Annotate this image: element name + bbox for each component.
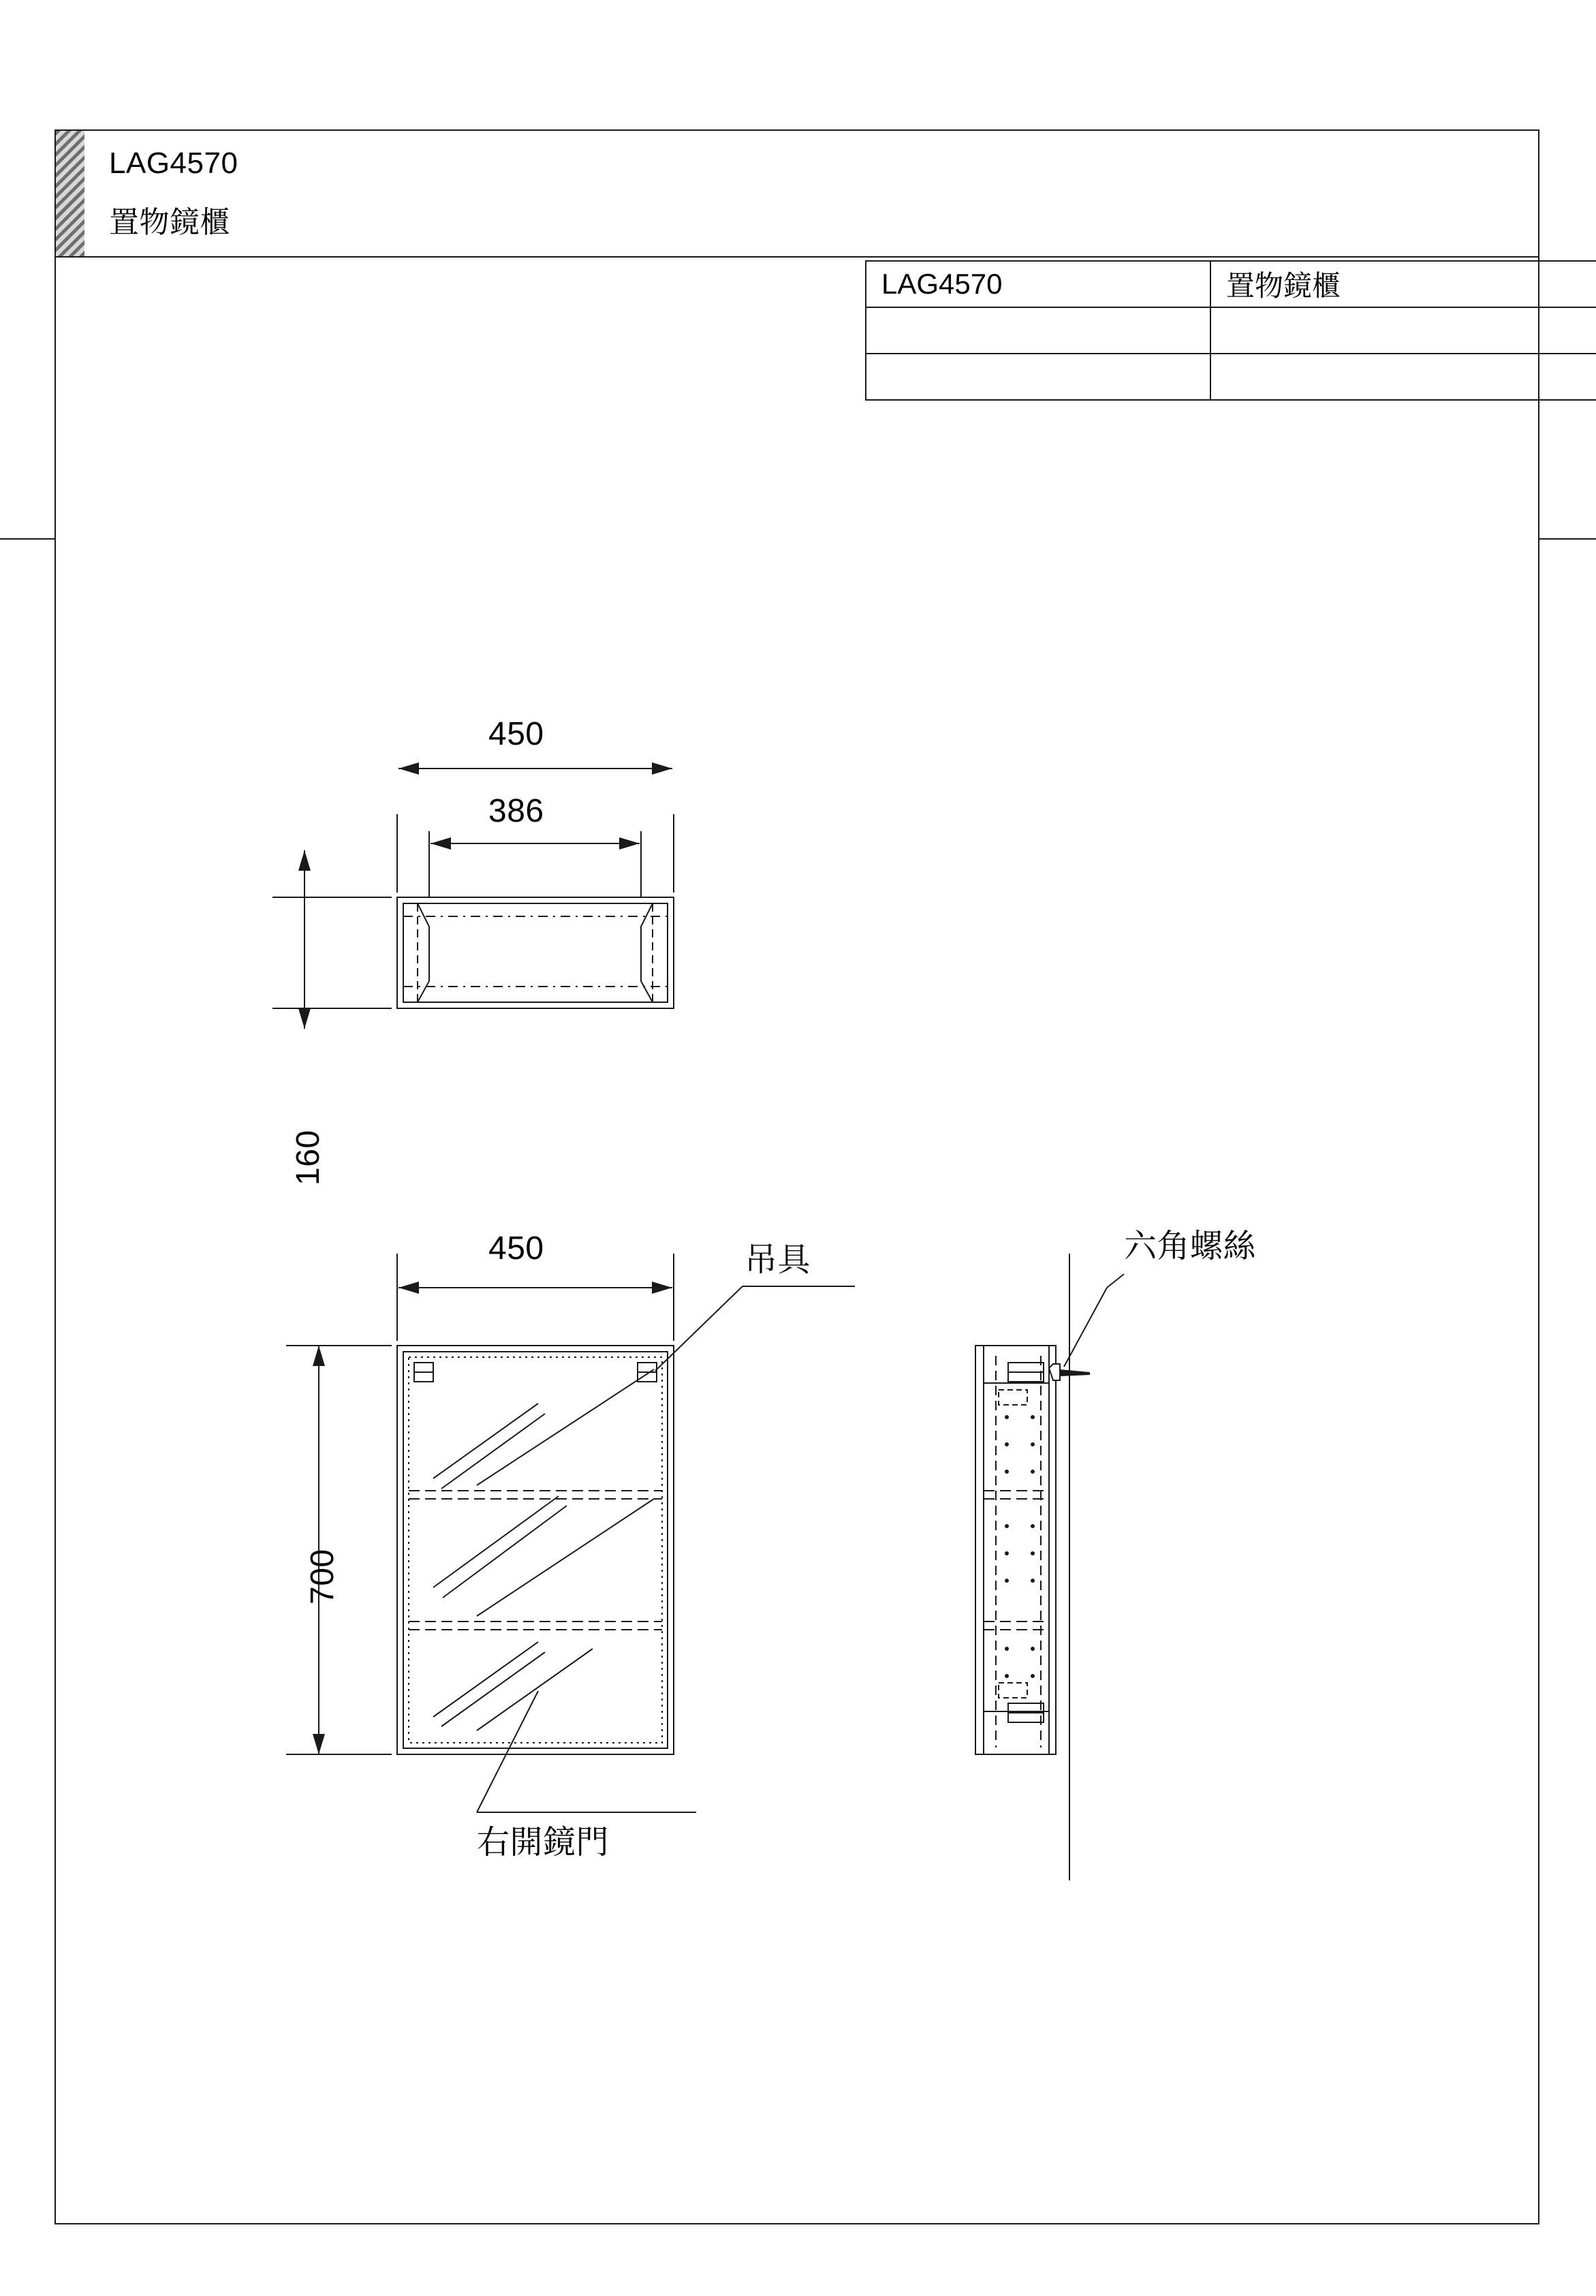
title-block-divider <box>56 256 1538 258</box>
title-block-code: LAG4570 <box>109 146 238 180</box>
callout-door-label: 右開鏡門 <box>477 1825 610 1861</box>
callout-screw-label: 六角螺絲 <box>1124 1228 1257 1265</box>
callout-hanger-label: 吊具 <box>745 1242 811 1278</box>
dim-label-depth-160: 160 <box>290 1130 326 1185</box>
dim-label-front-450: 450 <box>488 1230 544 1267</box>
spec-code-cell <box>866 354 1210 400</box>
title-block-hatch <box>56 131 84 256</box>
spec-code-cell <box>866 307 1210 354</box>
crop-mark-left <box>0 538 54 540</box>
spec-name-cell <box>1210 307 1596 354</box>
spec-code-cell: LAG4570 <box>866 261 1210 307</box>
spec-table <box>865 260 1596 401</box>
sheet-border <box>54 129 1539 2224</box>
spec-name-cell <box>1210 354 1596 400</box>
crop-mark-right <box>1539 538 1596 540</box>
table-row <box>866 354 1596 400</box>
dim-label-top-386: 386 <box>488 793 544 829</box>
dim-label-top-450: 450 <box>488 716 544 752</box>
title-block-name: 置物鏡櫃 <box>109 206 230 239</box>
dim-label-front-700: 700 <box>304 1549 341 1604</box>
spec-name-cell: 置物鏡櫃 <box>1210 261 1596 307</box>
table-row <box>866 307 1596 354</box>
table-row <box>866 261 1596 307</box>
